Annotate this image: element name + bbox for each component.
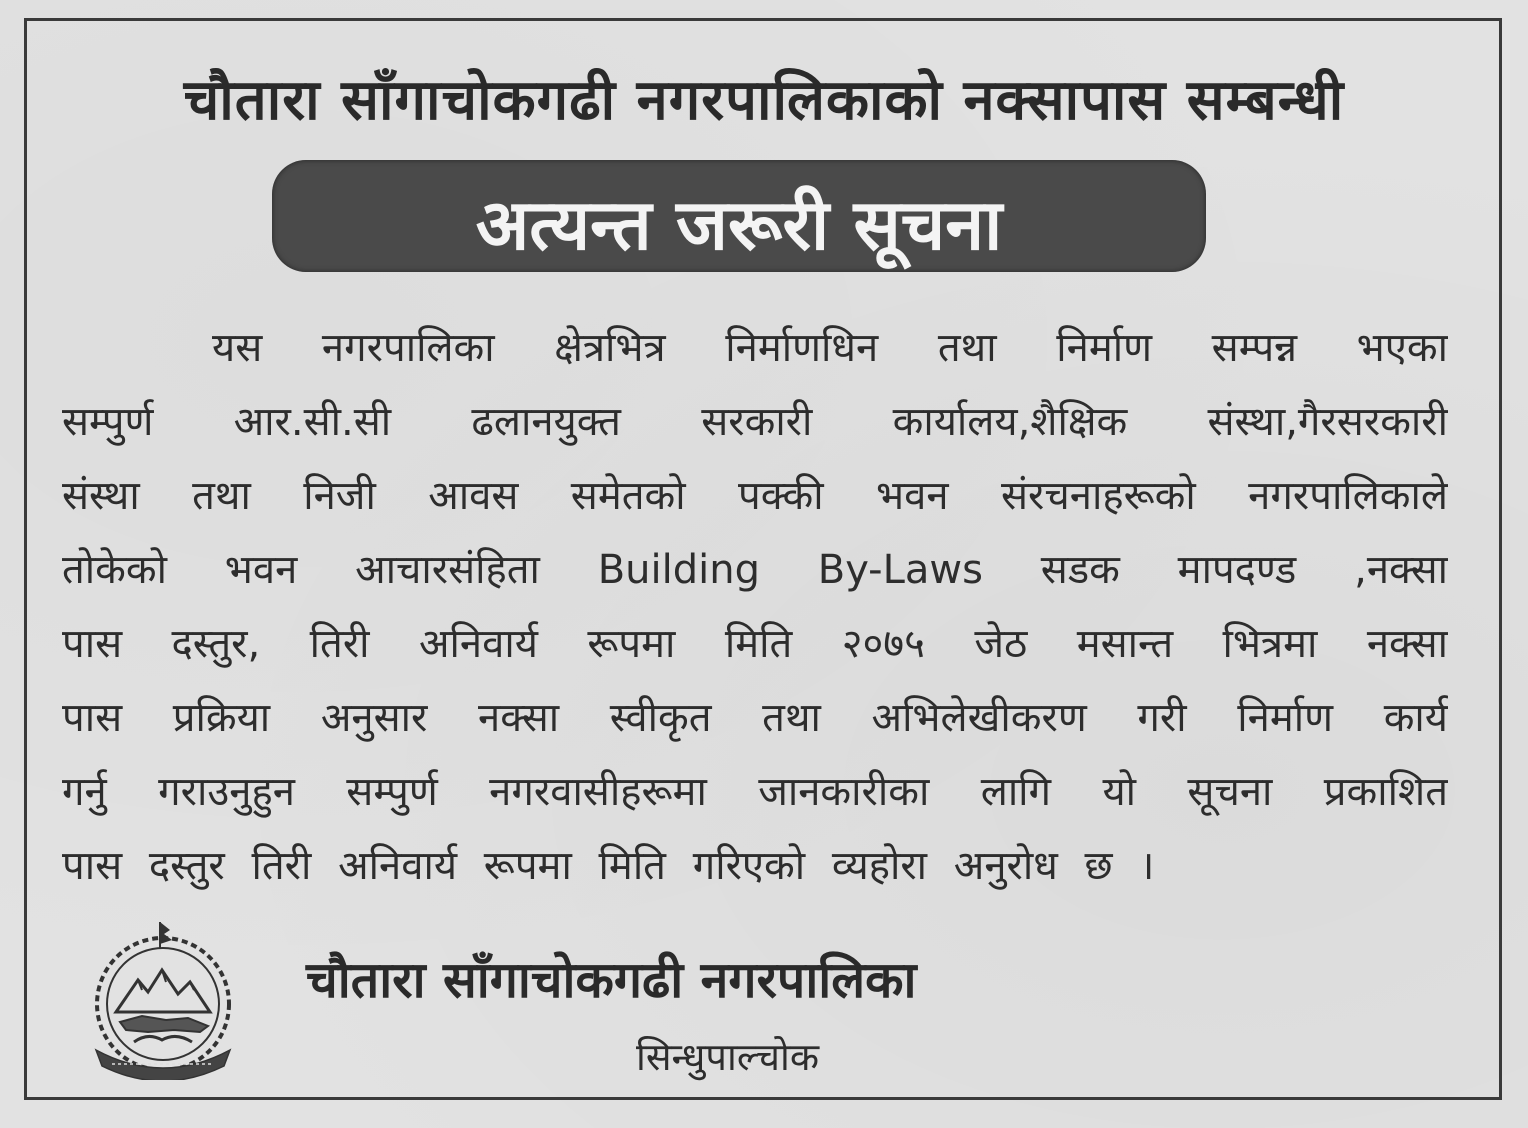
banner-title: अत्यन्त जरूरी सूचना (475, 184, 1003, 266)
body-line: सम्पुर्ण आर.सी.सी ढलानयुक्त सरकारी कार्यालय,शैक्षिक संस्था,गैरसरकारी (62, 399, 1448, 445)
body-line: पास प्रक्रिया अनुसार नक्सा स्वीकृत तथा अभिलेखीकरण गरी निर्माण कार्य (62, 695, 1448, 741)
body-line: तोकेको भवन आचारसंहिता Building By-Laws सडक मापदण्ड ,नक्सा (62, 547, 1448, 593)
nepal-government-emblem-icon (82, 918, 244, 1080)
district-name: सिन्धुपाल्चोक (636, 1035, 820, 1079)
notice-heading: चौतारा साँगाचोकगढी नगरपालिकाको नक्सापास सम्बन्धी (183, 68, 1345, 133)
body-line: गर्नु गराउनुहुन सम्पुर्ण नगरवासीहरूमा जानकारीका लागि यो सूचना प्रकाशित (62, 769, 1448, 815)
issuer-name: चौतारा साँगाचोकगढी नगरपालिका (306, 951, 917, 1009)
body-line: पास दस्तुर, तिरी अनिवार्य रूपमा मिति २०७५ जेठ मसान्त भित्रमा नक्सा (62, 621, 1448, 667)
body-line: पास दस्तुर तिरी अनिवार्य रूपमा मिति गरिएको व्यहोरा अनुरोध छ । (62, 843, 1155, 889)
body-line: यस नगरपालिका क्षेत्रभित्र निर्माणधिन तथा निर्माण सम्पन्न भएका (212, 325, 1448, 371)
urgent-notice-banner (272, 160, 1206, 272)
notice-body (62, 318, 1448, 910)
body-line: संस्था तथा निजी आवस समेतको पक्की भवन संरचनाहरूको नगरपालिकाले (62, 473, 1448, 519)
